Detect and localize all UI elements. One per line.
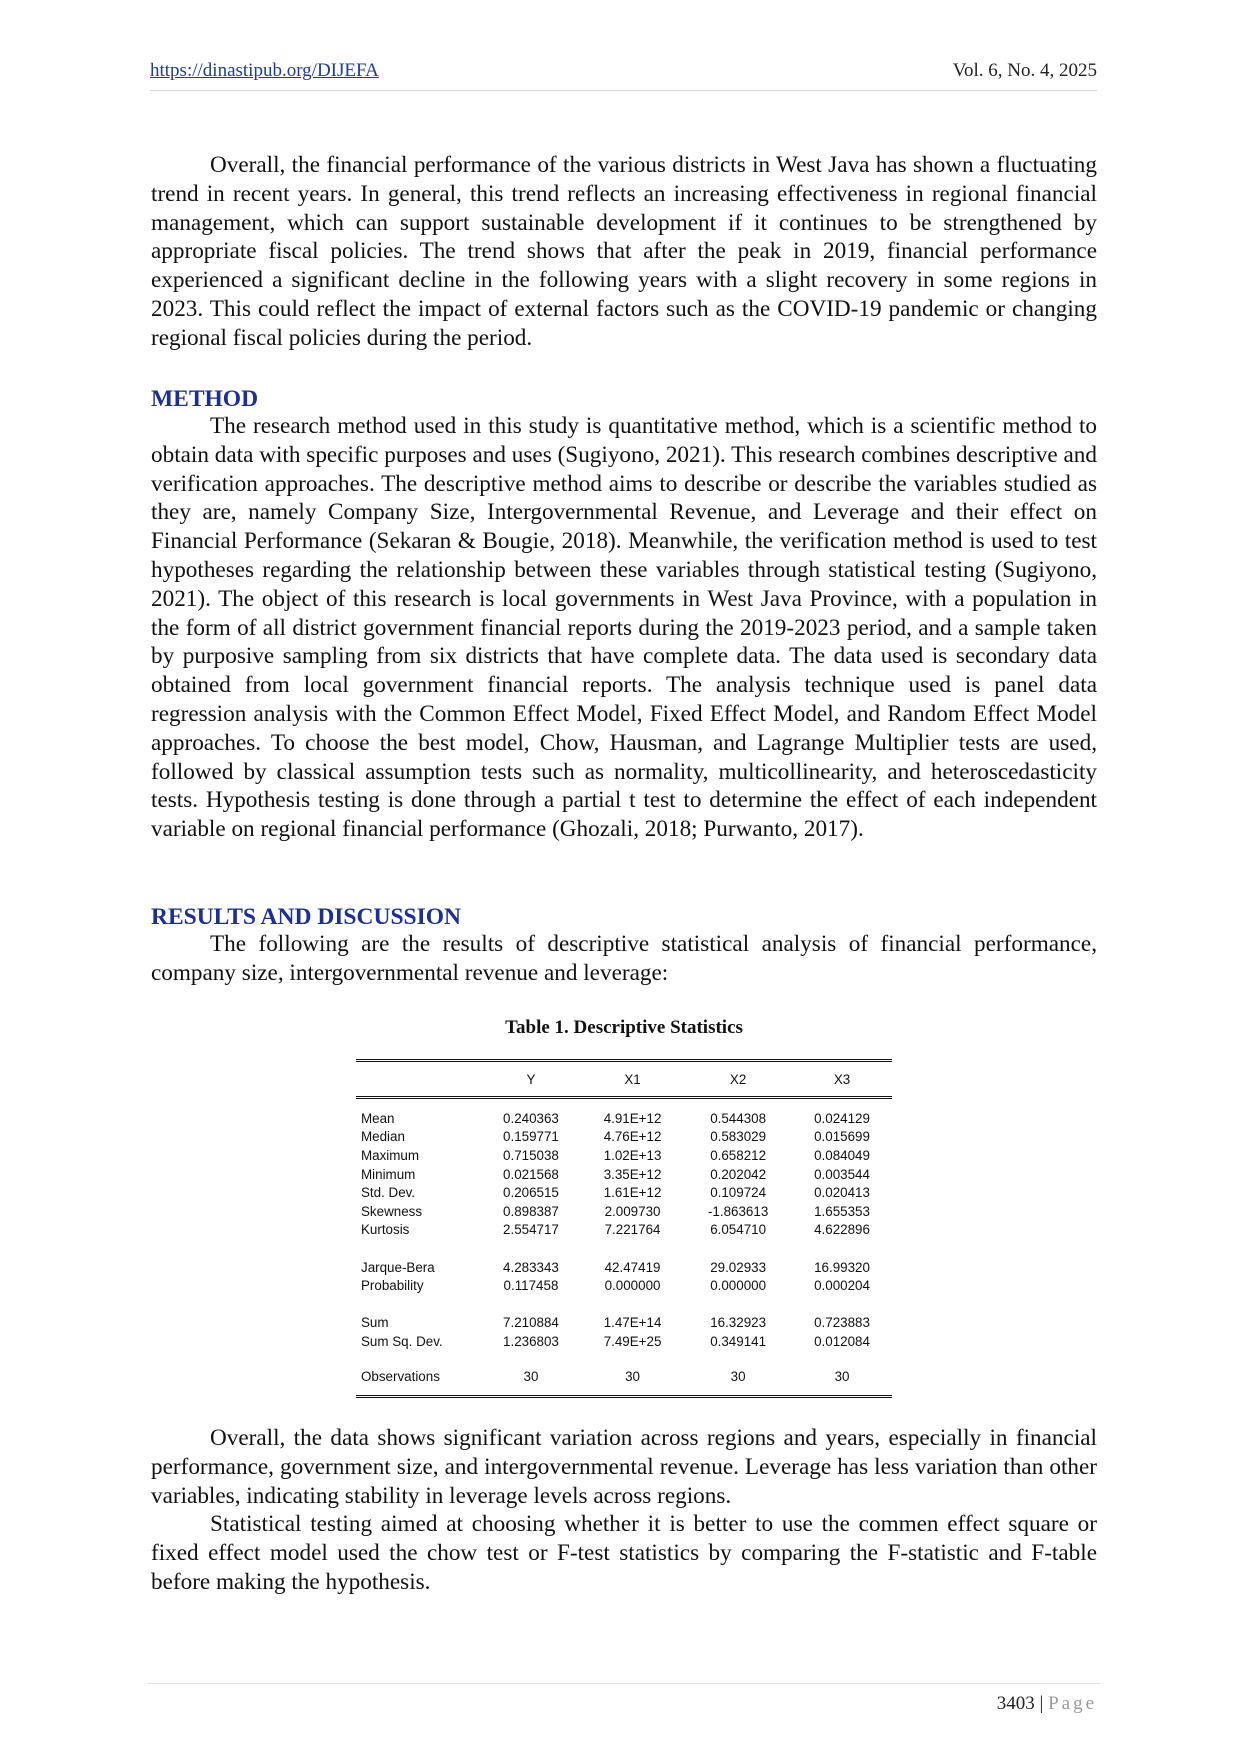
cell: 0.012084 bbox=[814, 1333, 870, 1349]
cell: 4.283343 bbox=[503, 1259, 559, 1275]
cell: 30 bbox=[792, 1369, 892, 1397]
cell: 0.021568 bbox=[503, 1166, 559, 1182]
cell: 7.210884 bbox=[503, 1315, 559, 1331]
results-heading: RESULTS AND DISCUSSION bbox=[151, 904, 461, 930]
row-label: Sum bbox=[361, 1315, 389, 1331]
cell: 0.202042 bbox=[710, 1166, 767, 1182]
row-label: Mean bbox=[361, 1110, 395, 1126]
cell: 0.003544 bbox=[814, 1166, 870, 1182]
row-label: Maximum bbox=[361, 1147, 420, 1163]
cell: 16.32923 bbox=[710, 1315, 767, 1331]
row-label: Probability bbox=[361, 1278, 424, 1294]
cell: 30 bbox=[581, 1369, 684, 1397]
table-row bbox=[356, 1258, 892, 1277]
cell: 2.009730 bbox=[604, 1203, 661, 1219]
cell: 0.159771 bbox=[503, 1129, 559, 1145]
descriptive-statistics-table bbox=[356, 1059, 892, 1398]
page-header bbox=[150, 58, 1097, 91]
table-row bbox=[356, 1276, 892, 1295]
cell: 0.898387 bbox=[503, 1203, 559, 1219]
cell: 16.99320 bbox=[814, 1259, 870, 1275]
cell: 29.02933 bbox=[710, 1259, 767, 1275]
cell: 0.723883 bbox=[814, 1315, 870, 1331]
cell: 1.655353 bbox=[814, 1203, 870, 1219]
cell: 0.109724 bbox=[710, 1185, 767, 1201]
table-header-row bbox=[356, 1061, 892, 1098]
column-header: X2 bbox=[684, 1061, 792, 1098]
cell: 1.47E+14 bbox=[603, 1315, 662, 1331]
cell: 0.000204 bbox=[814, 1278, 870, 1294]
row-label: Sum Sq. Dev. bbox=[361, 1333, 443, 1349]
row-label: Kurtosis bbox=[361, 1222, 410, 1238]
cell: 7.49E+25 bbox=[603, 1333, 662, 1349]
cell: 0.000000 bbox=[604, 1278, 661, 1294]
cell: 30 bbox=[684, 1369, 792, 1397]
table-row bbox=[356, 1128, 892, 1147]
row-label: Observations bbox=[356, 1369, 481, 1397]
chow-test-paragraph: Statistical testing aimed at choosing whether it is better to use the commen effect square or fixed effect model used the chow test or F-test statistics by comparing the F-statistic and F-table before making the hypothesis. bbox=[151, 1511, 1097, 1595]
row-label: Median bbox=[361, 1129, 405, 1145]
intro-paragraph: Overall, the financial performance of the various districts in West Java has shown a fluctuating trend in recent years. In general, this trend reflects an increasing effectiveness in regional financial management, which can support sustainable development if it continues to be strengthened by appropriate fiscal policies. The trend shows that after the peak in 2019, financial performance experienced a significant decline in the following years with a slight recovery in some regions in 2023. This could reflect the impact of external factors such as the COVID-19 pandemic or changing regional fiscal policies during the period. bbox=[151, 152, 1097, 351]
method-heading: METHOD bbox=[151, 386, 259, 412]
cell: 1.61E+12 bbox=[603, 1185, 662, 1201]
table-caption: Table 1. Descriptive Statistics bbox=[505, 1017, 743, 1038]
table-row bbox=[356, 1146, 892, 1165]
cell: 4.622896 bbox=[814, 1222, 870, 1238]
page-separator: | bbox=[1039, 1693, 1044, 1714]
discussion-paragraph: Overall, the data shows significant variation across regions and years, especially in financial performance, government size, and intergovernmental revenue. Leverage has less variation than other variables, indicating stability in leverage levels across regions. bbox=[151, 1425, 1097, 1509]
column-header: X1 bbox=[581, 1061, 684, 1098]
cell: 0.715038 bbox=[503, 1147, 559, 1163]
table-row bbox=[356, 1221, 892, 1240]
cell: 1.02E+13 bbox=[603, 1147, 662, 1163]
page-word: Page bbox=[1048, 1693, 1097, 1714]
table-row bbox=[356, 1109, 892, 1128]
row-label: Jarque-Bera bbox=[361, 1259, 435, 1275]
cell: 0.084049 bbox=[814, 1147, 870, 1163]
cell: 0.206515 bbox=[503, 1185, 559, 1201]
cell: 0.117458 bbox=[503, 1278, 559, 1294]
row-label: Minimum bbox=[361, 1166, 416, 1182]
cell: 42.47419 bbox=[604, 1259, 661, 1275]
cell: 0.583029 bbox=[710, 1129, 767, 1145]
cell: 0.020413 bbox=[814, 1185, 870, 1201]
cell: 0.349141 bbox=[710, 1333, 767, 1349]
header-blank bbox=[356, 1061, 481, 1098]
cell: 4.76E+12 bbox=[603, 1129, 662, 1145]
page-number: 3403 bbox=[996, 1693, 1035, 1714]
row-label: Std. Dev. bbox=[361, 1185, 416, 1201]
cell: 0.544308 bbox=[710, 1110, 767, 1126]
cell: 0.015699 bbox=[814, 1129, 870, 1145]
table-row bbox=[356, 1183, 892, 1202]
cell: 3.35E+12 bbox=[603, 1166, 662, 1182]
column-header: Y bbox=[481, 1061, 581, 1098]
cell: 0.000000 bbox=[710, 1278, 767, 1294]
row-label: Skewness bbox=[361, 1203, 423, 1219]
cell: 1.236803 bbox=[503, 1333, 559, 1349]
cell: 30 bbox=[481, 1369, 581, 1397]
page-number-block bbox=[997, 1693, 1097, 1715]
cell: 4.91E+12 bbox=[603, 1110, 662, 1126]
table-row bbox=[356, 1332, 892, 1351]
table-row bbox=[356, 1165, 892, 1184]
table-row bbox=[356, 1314, 892, 1333]
cell: 6.054710 bbox=[710, 1222, 767, 1238]
cell: 0.240363 bbox=[503, 1110, 559, 1126]
table-row bbox=[356, 1202, 892, 1221]
method-paragraph: The research method used in this study is quantitative method, which is a scientific method to obtain data with specific purposes and uses (Sugiyono, 2021). This research combines descriptive and verification approaches. The descriptive method aims to describe or describe the variables studied as they are, namely Company Size, Intergovernmental Revenue, and Leverage and their effect on Financial Performance (Sekaran & Bougie, 2018). Meanwhile, the verification method is used to test hypotheses regarding the relationship between these variables through statistical testing (Sugiyono, 2021). The object of this research is local governments in West Java Province, with a population in the form of all district government financial reports during the 2019-2023 period, and a sample taken by purposive sampling from six districts that have complete data. The data used is secondary data obtained from local government financial reports. The analysis technique used is panel data regression analysis with the Common Effect Model, Fixed Effect Model, and Random Effect Model approaches. To choose the best model, Chow, Hausman, and Lagrange Multiplier tests are used, followed by classical assumption tests such as normality, multicollinearity, and heteroscedasticity tests. Hypothesis testing is done through a partial t test to determine the effect of each independent variable on regional financial performance (Ghozali, 2018; Purwanto, 2017). bbox=[151, 413, 1097, 843]
column-header: X3 bbox=[792, 1061, 892, 1098]
cell: 0.658212 bbox=[710, 1147, 767, 1163]
journal-link[interactable]: https://dinastipub.org/DIJEFA bbox=[150, 60, 379, 81]
page-footer bbox=[148, 1683, 1100, 1714]
cell: 0.024129 bbox=[814, 1110, 870, 1126]
cell: -1.863613 bbox=[707, 1203, 769, 1219]
cell: 7.221764 bbox=[604, 1222, 661, 1238]
results-intro-paragraph: The following are the results of descriptive statistical analysis of financial performance, company size, intergovernmental revenue and leverage: bbox=[151, 931, 1097, 986]
volume-info: Vol. 6, No. 4, 2025 bbox=[952, 60, 1097, 81]
cell: 2.554717 bbox=[503, 1222, 559, 1238]
table-row bbox=[356, 1369, 892, 1397]
